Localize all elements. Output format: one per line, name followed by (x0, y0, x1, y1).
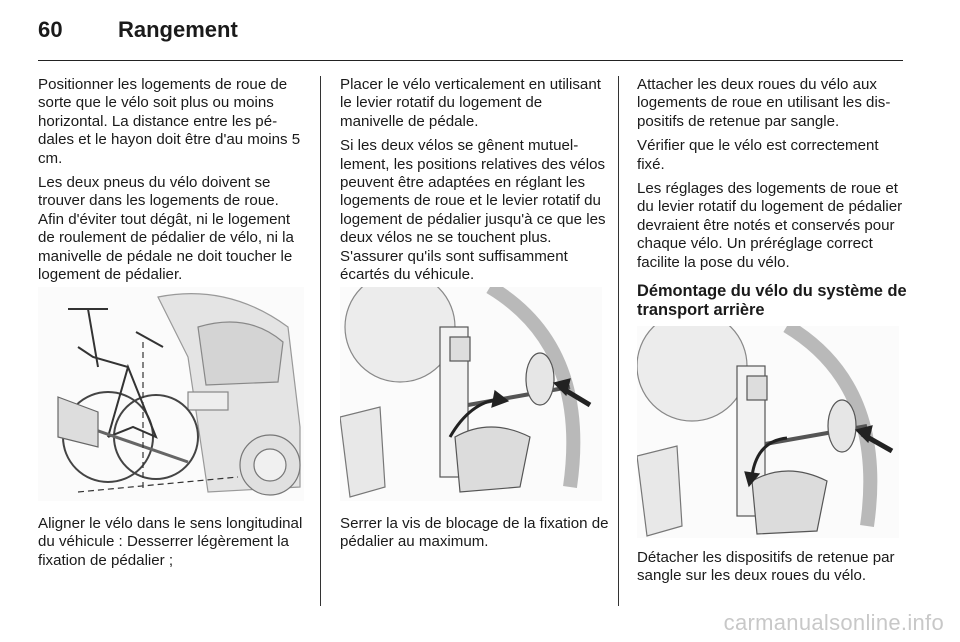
column-divider (618, 76, 619, 606)
text-column-3-bottom (637, 549, 907, 592)
watermark: carmanualsonline.info (723, 610, 944, 635)
page-header (0, 0, 960, 62)
paragraph: Les réglages des logements de roue et du levier rotatif du logement de pédalier devraient être notés et conservés pour chaque vélo. Un préréglage correct facilite la pose du vélo. (637, 180, 903, 271)
paragraph: Si les deux vélos se gênent mutuellement, les positions relatives des vélos peuvent être adaptées en réglant les logements de roue et le levier rotatif du logement de pédalier jusqu'à ce que les deux vélos ne se touchent plus. S'assurer qu'ils sont suffisamment écartés du véhicule. (340, 137, 606, 284)
paragraph: Attacher les deux roues du vélo aux logements de roue en utilisant les dispositifs de retenue par sangle. (637, 76, 891, 130)
text-column-1-bottom (38, 515, 308, 576)
paragraph: Placer le vélo verticalement en utilisant le levier rotatif du logement de manivelle de pédale. (340, 76, 601, 130)
text-column-1 (38, 76, 308, 290)
page-title: Rangement (118, 17, 238, 42)
header-rule (38, 60, 903, 61)
paragraph: Positionner les logements de roue de sorte que le vélo soit plus ou moins horizontal. La distance entre les pédales et le hayon doit être d'au moins 5 cm. (38, 76, 301, 167)
paragraph: Vérifier que le vélo est correctement fixé. (637, 137, 879, 173)
column-divider (320, 76, 321, 606)
page-number: 60 (38, 17, 63, 42)
section-heading: Démontage du vélo du système de transport arrière (637, 282, 907, 320)
paragraph: Aligner le vélo dans le sens longitudinal du véhicule : Desserrer légèrement la fixation de pédalier ; (38, 515, 303, 569)
text-column-3 (637, 76, 907, 330)
text-column-2 (340, 76, 610, 290)
paragraph: Les deux pneus du vélo doivent se trouver dans les logements de roue. Afin d'éviter tout dégât, ni le logement de roulement de pédalier de vélo, ni la manivelle de pédale ne doit toucher le logement de pédalier. (38, 174, 294, 284)
text-column-2-bottom (340, 515, 610, 558)
bike-rack-car-illustration (38, 287, 304, 501)
paragraph: Détacher les dispositifs de retenue par sangle sur les deux roues du vélo. (637, 549, 895, 585)
paragraph: Serrer la vis de blocage de la fixation de pédalier au maximum. (340, 515, 609, 551)
pedal-release-illustration (637, 326, 899, 538)
pedal-clamp-illustration (340, 287, 602, 501)
